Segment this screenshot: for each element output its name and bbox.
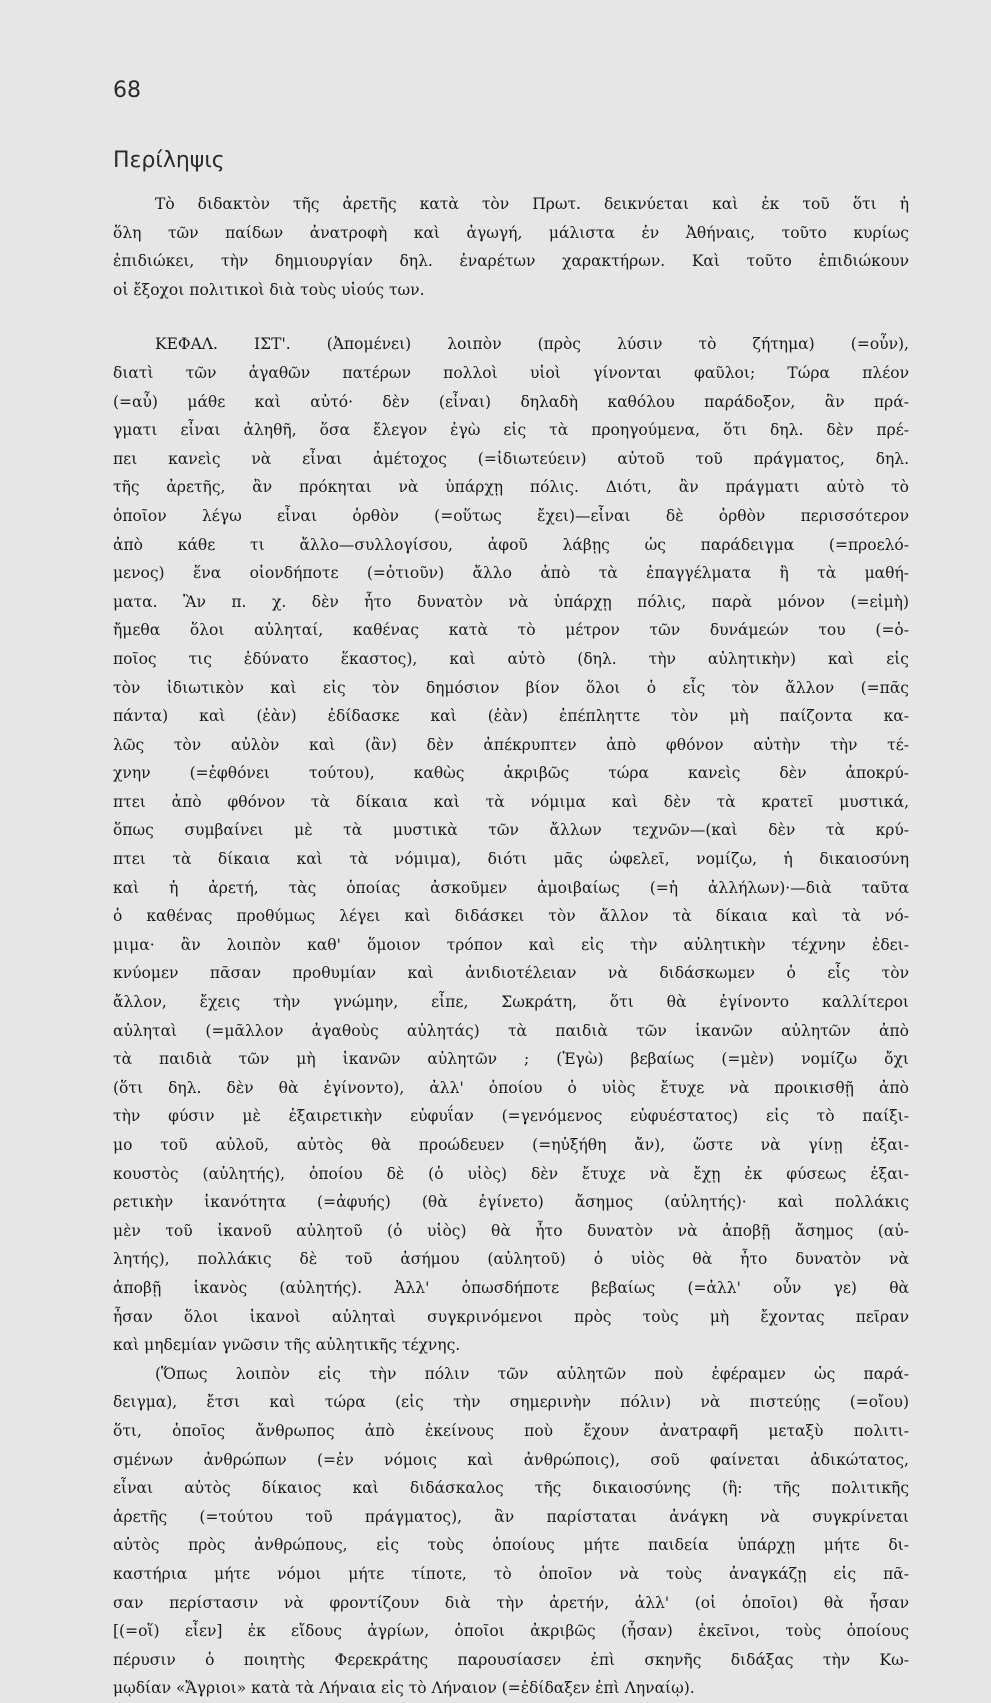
text-line: μο τοῦ αὐλοῦ, αὐτὸς θὰ προώδευεν (=ηὐξήθη ἄν), ὥστε νὰ γίνῃ ἐξαι- [113,1136,909,1154]
text-line: πτει ἀπὸ φθόνον τὰ δίκαια καὶ τὰ νόμιμα καὶ δὲν τὰ κρατεῖ μυστικά, [113,792,909,811]
text-line: Τὸ διδακτὸν τῆς ἀρετῆς κατὰ τὸν Πρωτ. δεικνύεται καὶ ἐκ τοῦ ὅτι ἡ [155,195,909,213]
text-line: ἀποβῇ ἱκανὸς (αὐλητής). Ἀλλ' ὁπωσδήποτε βεβαίως (=ἀλλ' οὖν γε) θὰ [113,1278,909,1297]
closing-paragraph [113,1360,909,1703]
summary-paragraph [113,190,909,304]
text-line: ματα. Ἂν π. χ. δὲν ἦτο δυνατὸν νὰ ὑπάρχῃ πόλις, παρὰ μόνον (=εἰμὴ) [113,592,909,611]
text-line: καστήρια μήτε νόμοι μήτε τίποτε, τὸ ὁποῖον νὰ τοὺς ἀναγκάζῃ εἰς πᾶ- [113,1564,909,1583]
text-line: λητής), πολλάκις δὲ τοῦ ἀσήμου (αὐλητοῦ) ὁ υἱὸς θὰ ἦτο δυνατὸν νὰ [113,1250,909,1269]
text-line: ἀρετῆς (=τούτου τοῦ πράγματος), ἂν παρίσταται ἀνάγκη νὰ συγκρίνεται [113,1507,909,1526]
text-line: τὰ παιδιὰ τῶν μὴ ἱκανῶν αὐλητῶν ; (Ἐγὼ) βεβαίως (=μὲν) νομίζω ὄχι [113,1050,909,1069]
text-line: οἱ ἔξοχοι πολιτικοὶ διὰ τοὺς υἱούς των. [113,280,425,299]
text-line: κουστὸς (αὐλητής), ὁποίου δὲ (ὁ υἱὸς) δὲν ἔτυχε νὰ ἔχῃ ἐκ φύσεως ἐξαι- [113,1164,909,1183]
text-line: (=αὖ) μάθε καὶ αὐτό· δὲν (εἶναι) δηλαδὴ καθόλου παράδοξον, ἂν πρά- [113,392,909,411]
text-line: χνην (=ἐφθόνει τούτου), καθὼς ἀκριβῶς τώρα κανεὶς δὲν ἀποκρύ- [113,764,909,783]
text-line: τὴν φύσιν μὲ ἐξαιρετικὴν εὐφυΐαν (=γενόμενος εὐφυέστατος) εἰς τὸ παίξι- [113,1107,909,1126]
text-line: εἶναι αὐτὸς δίκαιος καὶ διδάσκαλος τῆς δικαιοσύνης (ἢ: τῆς πολιτικῆς [113,1479,909,1498]
text-line: τῆς ἀρετῆς, ἂν πρόκηται νὰ ὑπάρχῃ πόλις. Διότι, ἂν πράγματι αὐτὸ τὸ [113,478,909,497]
text-line: λῶς τὸν αὐλὸν καὶ (ἂν) δὲν ἀπέκρυπτεν ἀπὸ φθόνον αὐτὴν τὴν τέ- [113,735,909,754]
body-text [113,190,909,1703]
text-line: διατὶ τῶν ἀγαθῶν πατέρων πολλοὶ υἱοὶ γίνονται φαῦλοι; Τώρα πλέον [113,363,909,382]
text-line: ὅλη τῶν παίδων ἀνατροφὴ καὶ ἀγωγή, μάλιστα ἐν Ἀθήναις, τοῦτο κυρίως [113,223,909,242]
text-line: ΚΕΦΑΛ. ΙΣΤ'. (Ἀπομένει) λοιπὸν (πρὸς λύσιν τὸ ζήτημα) (=οὖν), [155,335,909,354]
text-line: γματι εἶναι ἀληθῆ, ὅσα ἔλεγον ἐγὼ εἰς τὰ προηγούμενα, ὅτι δηλ. δὲν πρέ- [113,421,909,440]
text-line: μιμα· ἂν λοιπὸν καθ' ὅμοιον τρόπον καὶ εἰς τὴν αὐλητικὴν τέχνην ἐδει- [113,935,909,954]
chapter-paragraph [113,330,909,1359]
text-line: αὐτὸς πρὸς ἀνθρώπους, εἰς τοὺς ὁποίους μήτε παιδεία ὑπάρχῃ μήτε δι- [113,1536,909,1555]
text-line: ἀπὸ κάθε τι ἄλλο—συλλογίσου, ἀφοῦ λάβῃς ὡς παράδειγμα (=προελό- [113,535,909,554]
text-line: πάντα) καὶ (ἐὰν) ἐδίδασκε καὶ (ἐὰν) ἐπέπληττε τὸν μὴ παίζοντα κα- [113,707,909,726]
text-line: ἐπιδιώκει, τὴν δημιουργίαν δηλ. ἐναρέτων χαρακτήρων. Καὶ τοῦτο ἐπιδιώκουν [113,252,909,271]
paragraph-gap [113,304,909,330]
text-line: ὁ καθένας προθύμως λέγει καὶ διδάσκει τὸν ἄλλον τὰ δίκαια καὶ τὰ νό- [113,907,909,926]
text-line: αὐληταὶ (=μᾶλλον ἀγαθοὺς αὐλητάς) τὰ παιδιὰ τῶν ἱκανῶν αὐλητῶν ἀπὸ [113,1021,909,1040]
text-line: καὶ ἡ ἀρετή, τὰς ὁποίας ἀσκοῦμεν ἀμοιβαίως (=ἡ ἀλλήλων)·—διὰ ταῦτα [113,878,909,897]
text-line: καὶ μηδεμίαν γνῶσιν τῆς αὐλητικῆς τέχνης. [113,1336,461,1355]
text-line: (Ὅπως λοιπὸν εἰς τὴν πόλιν τῶν αὐλητῶν ποὺ ἐφέραμεν ὡς παρά- [155,1364,909,1383]
text-line: μενος) ἕνα οἱονδήποτε (=ὁτιοῦν) ἄλλο ἀπὸ τὰ ἐπαγγέλματα ἢ τὰ μαθή- [113,564,909,583]
page-number: 68 [113,78,141,103]
text-line: σμένων ἀνθρώπων (=ἐν νόμοις καὶ ἀνθρώποις), σοῦ φαίνεται ἀδικώτατος, [113,1450,909,1469]
text-line: (ὅτι δηλ. δὲν θὰ ἐγίνοντο), ἀλλ' ὁποίου ὁ υἱὸς ἔτυχε νὰ προικισθῇ ἀπὸ [113,1078,909,1097]
text-line: ἤμεθα ὅλοι αὐληταί, καθένας κατὰ τὸ μέτρον τῶν δυνάμεών του (=ὁ- [113,621,909,640]
text-line: ρετικὴν ἱκανότητα (=ἀφυής) (θὰ ἐγίνετο) ἄσημος (αὐλητής)· καὶ πολλάκις [113,1193,909,1212]
section-heading: Περίληψις [113,148,225,173]
text-line: πτει τὰ δίκαια καὶ τὰ νόμιμα), διότι μᾶς ὠφελεῖ, νομίζω, ἡ δικαιοσύνη [113,850,909,869]
text-line: δειγμα), ἔτσι καὶ τώρα (εἰς τὴν σημερινὴν πόλιν) νὰ πιστεύῃς (=οἴου) [113,1393,909,1412]
text-line: ποῖος τις ἐδύνατο ἕκαστος), καὶ αὐτὸ (δηλ. τὴν αὐλητικὴν) καὶ εἰς [113,649,909,668]
text-line: πέρυσιν ὁ ποιητὴς Φερεκράτης παρουσίασεν ἐπὶ σκηνῆς διδάξας τὴν Κω- [113,1650,909,1669]
text-line: ὁποῖον λέγω εἶναι ὀρθὸν (=οὕτως ἔχει)—εἶναι δὲ ὀρθὸν περισσότερον [113,506,909,525]
text-line: μῳδίαν «Ἄγριοι» κατὰ τὰ Λήναια εἰς τὸ Λήναιον (=ἐδίδαξεν ἐπὶ Ληναίῳ). [113,1679,695,1698]
text-line: ὅτι, ὁποῖος ἄνθρωπος ἀπὸ ἐκείνους ποὺ ἔχουν ἀνατραφῆ μεταξὺ πολιτι- [113,1421,909,1440]
text-line: κνύομεν πᾶσαν προθυμίαν καὶ ἀνιδιοτέλειαν νὰ διδάσκωμεν ὁ εἷς τὸν [113,964,909,983]
text-line: ἄλλον, ἔχεις τὴν γνώμην, εἶπε, Σωκράτη, ὅτι θὰ ἐγίνοντο καλλίτεροι [113,993,909,1012]
text-line: ὅπως συμβαίνει μὲ τὰ μυστικὰ τῶν ἄλλων τεχνῶν—(καὶ δὲν τὰ κρύ- [113,821,909,840]
text-line: σαν περίστασιν νὰ φροντίζουν διὰ τὴν ἀρετήν, ἀλλ' (οἱ ὁποῖοι) θὰ ἦσαν [113,1593,909,1612]
text-line: μὲν τοῦ ἱκανοῦ αὐλητοῦ (ὁ υἱὸς) θὰ ἦτο δυνατὸν νὰ ἀποβῇ ἄσημος (αὐ- [113,1221,909,1240]
text-line: τὸν ἰδιωτικὸν καὶ εἰς τὸν δημόσιον βίον ὅλοι ὁ εἷς τὸν ἄλλον (=πᾶς [113,678,909,697]
text-line: [(=οἵ) εἶεν] ἐκ εἴδους ἀγρίων, ὁποῖοι ἀκριβῶς (ἦσαν) ἐκεῖνοι, τοὺς ὁποίους [113,1622,909,1641]
text-line: πει κανεὶς νὰ εἶναι ἀμέτοχος (=ἰδιωτεύειν) αὐτοῦ τοῦ πράγματος, δηλ. [113,449,909,468]
text-line: ἦσαν ὅλοι ἱκανοὶ αὐληταὶ συγκρινόμενοι πρὸς τοὺς μὴ ἔχοντας πεῖραν [113,1307,909,1326]
